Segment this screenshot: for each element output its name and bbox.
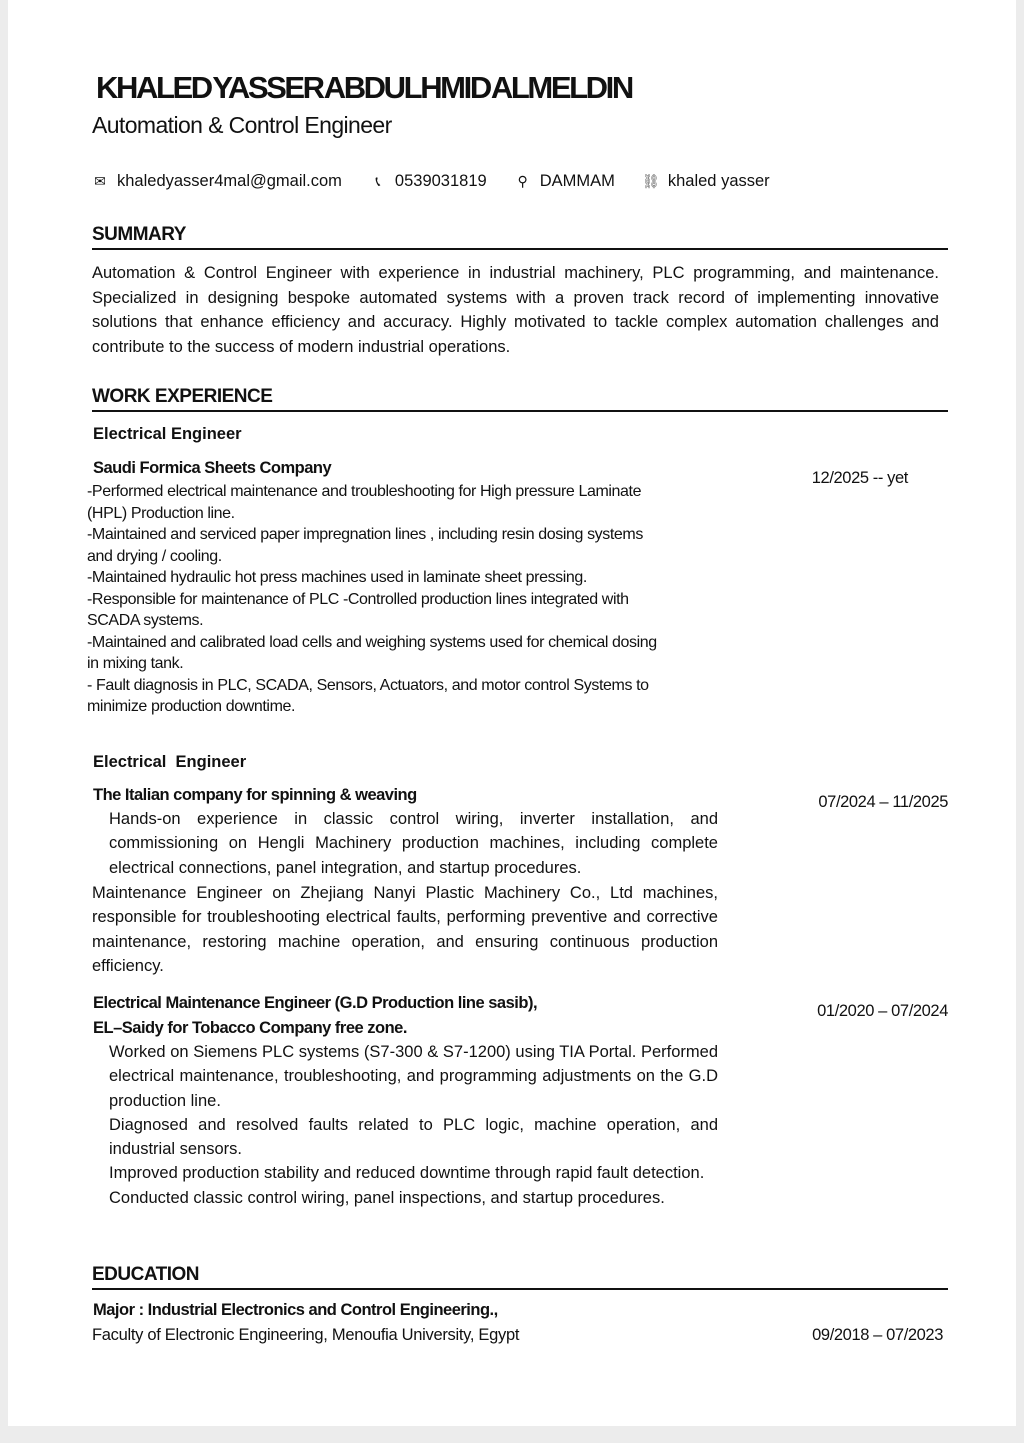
- phone-text: 0539031819: [394, 172, 487, 190]
- job-3-duties: [109, 1040, 718, 1210]
- work-experience-heading: WORK EXPERIENCE: [92, 386, 948, 412]
- location-pin-icon: ⚲: [517, 173, 528, 189]
- duty-line: -Performed electrical maintenance and troubleshooting for High pressure Laminate: [87, 483, 642, 500]
- job-date-2: 07/2024 – 11/2025: [818, 793, 948, 811]
- phone-icon: 📞︎: [375, 173, 381, 189]
- job-title-3: Electrical Maintenance Engineer (G.D Production line sasib),: [93, 994, 538, 1012]
- location-text: DAMMAM: [539, 172, 615, 190]
- duty-item: Worked on Siemens PLC systems (S7-300 & S7-1200) using TIA Portal. Performed electrical maintenance, troubleshooting, and programming adjustments on the G.D production line.: [109, 1043, 718, 1110]
- education-heading: EDUCATION: [92, 1264, 948, 1290]
- company-3: EL–Saidy for Tobacco Company free zone.: [93, 1019, 407, 1037]
- duty-line: and drying / cooling.: [87, 547, 222, 565]
- education-date: 09/2018 – 07/2023: [812, 1326, 943, 1344]
- contact-link[interactable]: [643, 172, 770, 191]
- duty-line: - Fault diagnosis in PLC, SCADA, Sensors, Actuators, and motor control Systems to: [87, 676, 649, 694]
- duty-line: minimize production downtime.: [87, 698, 296, 715]
- duty-item: Diagnosed and resolved faults related to PLC logic, machine operation, and industrial sensors.: [109, 1115, 718, 1159]
- company-2: The Italian company for spinning & weaving: [93, 786, 417, 804]
- duty-item: Improved production stability and reduced downtime through rapid fault detection.: [109, 1164, 705, 1183]
- link-icon: ⛓: [641, 173, 660, 189]
- email-text: khaledyasser4mal@gmail.com: [117, 172, 342, 190]
- job-date-1: 12/2025 -- yet: [811, 469, 908, 487]
- contact-phone[interactable]: [370, 172, 487, 191]
- contact-bar: [92, 172, 798, 191]
- candidate-name: KHALED YASSER ABDULHMID ALMELDIN: [96, 70, 632, 105]
- job-title-2: Electrical Engineer: [93, 753, 247, 771]
- education-major: Major : Industrial Electronics and Control Engineering.,: [93, 1301, 498, 1319]
- job-1-duties: [87, 481, 727, 718]
- job-date-3: 01/2020 – 07/2024: [817, 1002, 948, 1020]
- job-title-1: Electrical Engineer: [93, 425, 242, 443]
- job-title: Automation & Control Engineer: [92, 112, 392, 138]
- resume-page: [8, 0, 1016, 1426]
- duty-item: Conducted classic control wiring, panel inspections, and startup procedures.: [109, 1188, 665, 1207]
- duty-line: in mixing tank.: [87, 655, 184, 672]
- job-2-paragraph-1: Hands-on experience in classic control wiring, inverter installation, and commissioning on Hengli Machinery production machines, including complete electrical connections, panel integration, and startup procedures.: [109, 810, 718, 877]
- duty-line: -Responsible for maintenance of PLC -Controlled production lines integrated with: [87, 590, 629, 608]
- education-school: Faculty of Electronic Engineering, Menoufia University, Egypt: [92, 1326, 520, 1344]
- duty-line: -Maintained hydraulic hot press machines used in laminate sheet pressing.: [87, 569, 587, 586]
- envelope-icon: ✉: [94, 173, 106, 189]
- contact-email[interactable]: [92, 172, 342, 191]
- duty-line: -Maintained and calibrated load cells and weighing systems used for chemical dosing: [87, 633, 657, 651]
- summary-text: Automation & Control Engineer with experience in industrial machinery, PLC programming, and maintenance. Specialized in designing bespoke automated systems with a proven track record of implementing innovative solutions that enhance efficiency and accuracy. Highly motivated to tackle complex automation challenges and contribute to the success of modern industrial operations.: [92, 264, 939, 356]
- duty-line: (HPL) Production line.: [87, 504, 235, 522]
- company-1: Saudi Formica Sheets Company: [93, 459, 332, 477]
- job-2-paragraph-2: Maintenance Engineer on Zhejiang Nanyi Plastic Machinery Co., Ltd machines, responsible for troubleshooting electrical faults, performing preventive and corrective maintenance, restoring machine operation, and ensuring continuous production efficiency.: [92, 884, 718, 975]
- duty-line: SCADA systems.: [87, 612, 204, 629]
- summary-heading: SUMMARY: [92, 224, 948, 250]
- duty-line: -Maintained and serviced paper impregnation lines , including resin dosing systems: [87, 526, 643, 543]
- contact-location: [515, 172, 615, 191]
- link-text: khaled yasser: [667, 172, 770, 190]
